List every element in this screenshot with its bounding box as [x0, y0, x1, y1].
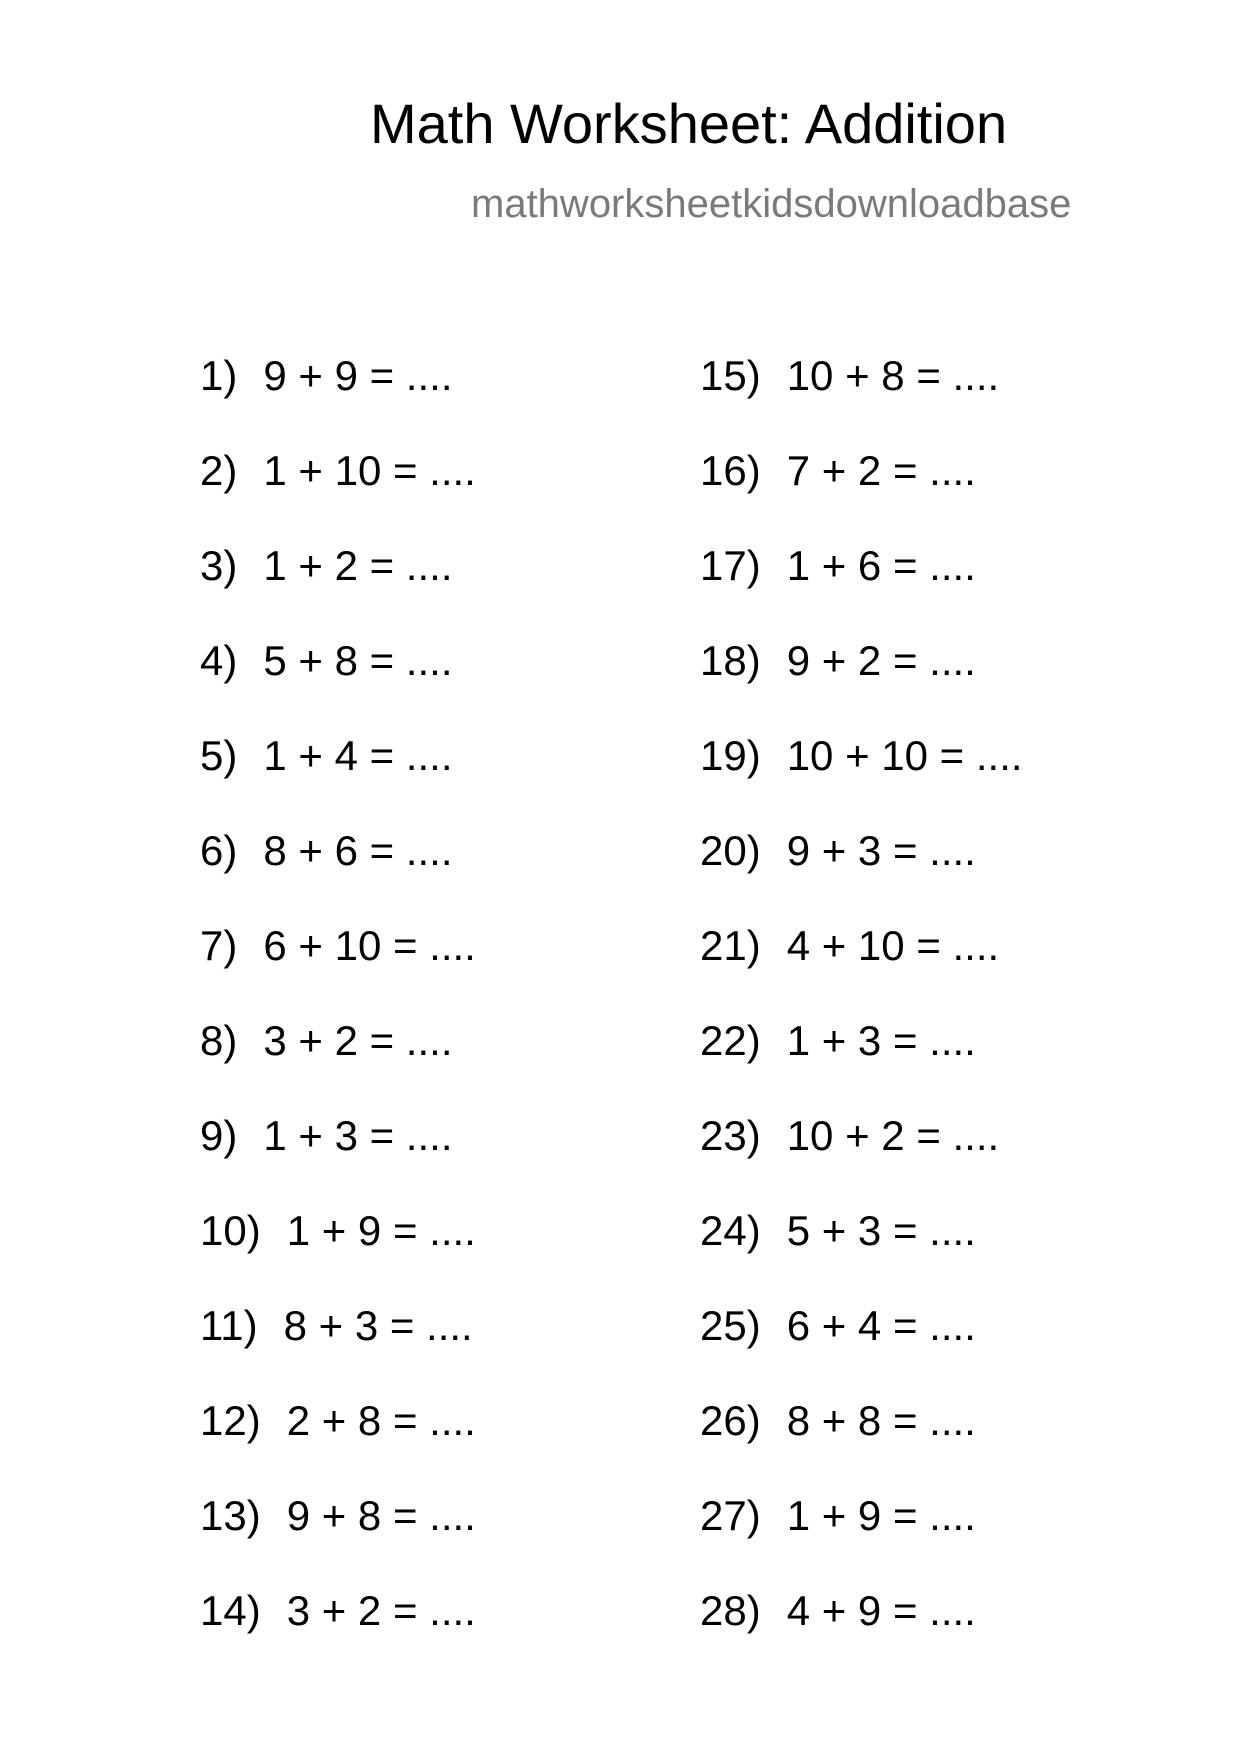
problem-number: 1): [200, 352, 238, 399]
problem-item: [200, 1112, 680, 1207]
problem-item: [700, 1587, 1180, 1682]
problem-expression: 1 + 10 = ....: [263, 447, 476, 494]
problem-number: 7): [200, 922, 238, 969]
problem-number: 25): [700, 1302, 761, 1349]
problem-number: 15): [700, 352, 761, 399]
problem-item: [200, 1492, 680, 1587]
problem-expression: 1 + 9 = ....: [786, 1492, 976, 1539]
problem-number: 17): [700, 542, 761, 589]
problem-expression: 8 + 3 = ....: [283, 1302, 473, 1349]
problem-expression: 1 + 6 = ....: [786, 542, 976, 589]
problem-expression: 1 + 4 = ....: [263, 732, 453, 779]
problem-number: 14): [200, 1587, 261, 1634]
problem-expression: 9 + 3 = ....: [786, 827, 976, 874]
site-watermark: mathworksheetkidsdownloadbase: [471, 182, 1072, 226]
problem-item: [200, 447, 680, 542]
problem-item: [700, 1017, 1180, 1112]
problem-item: [200, 732, 680, 827]
problem-number: 20): [700, 827, 761, 874]
problem-number: 21): [700, 922, 761, 969]
problem-expression: 4 + 9 = ....: [786, 1587, 976, 1634]
problem-number: 18): [700, 637, 761, 684]
problem-item: [700, 447, 1180, 542]
problem-expression: 5 + 3 = ....: [786, 1207, 976, 1254]
problem-expression: 9 + 8 = ....: [286, 1492, 476, 1539]
problem-expression: 7 + 2 = ....: [786, 447, 976, 494]
problem-expression: 5 + 8 = ....: [263, 637, 453, 684]
problem-item: [200, 922, 680, 1017]
problem-item: [200, 1207, 680, 1302]
problem-number: 13): [200, 1492, 261, 1539]
problem-item: [200, 542, 680, 637]
problem-number: 9): [200, 1112, 238, 1159]
problem-column-left: [200, 352, 680, 1682]
problem-number: 4): [200, 637, 238, 684]
page-title: Math Worksheet: Addition: [370, 92, 1008, 155]
problem-number: 28): [700, 1587, 761, 1634]
problem-number: 26): [700, 1397, 761, 1444]
problem-item: [700, 1397, 1180, 1492]
problem-expression: 8 + 6 = ....: [263, 827, 453, 874]
problem-expression: 1 + 3 = ....: [786, 1017, 976, 1064]
problem-number: 6): [200, 827, 238, 874]
problem-number: 12): [200, 1397, 261, 1444]
problem-item: [200, 1397, 680, 1492]
problem-item: [700, 827, 1180, 922]
problem-item: [200, 637, 680, 732]
problem-number: 19): [700, 732, 761, 779]
problem-expression: 9 + 2 = ....: [786, 637, 976, 684]
problem-item: [200, 1017, 680, 1112]
problem-expression: 9 + 9 = ....: [263, 352, 453, 399]
problem-item: [700, 352, 1180, 447]
problem-expression: 10 + 2 = ....: [786, 1112, 1000, 1159]
problem-number: 8): [200, 1017, 238, 1064]
problem-item: [700, 637, 1180, 732]
problem-number: 24): [700, 1207, 761, 1254]
problem-number: 27): [700, 1492, 761, 1539]
problem-expression: 2 + 8 = ....: [286, 1397, 476, 1444]
problem-item: [700, 1492, 1180, 1587]
problem-number: 5): [200, 732, 238, 779]
problem-number: 22): [700, 1017, 761, 1064]
problem-number: 10): [200, 1207, 261, 1254]
problem-item: [700, 732, 1180, 827]
problem-item: [700, 922, 1180, 1017]
problem-number: 16): [700, 447, 761, 494]
problem-item: [700, 542, 1180, 637]
problem-item: [700, 1207, 1180, 1302]
problem-expression: 8 + 8 = ....: [786, 1397, 976, 1444]
problem-expression: 3 + 2 = ....: [286, 1587, 476, 1634]
problem-expression: 3 + 2 = ....: [263, 1017, 453, 1064]
problem-item: [200, 1302, 680, 1397]
problem-number: 2): [200, 447, 238, 494]
problem-expression: 10 + 8 = ....: [786, 352, 1000, 399]
problem-item: [700, 1112, 1180, 1207]
problem-number: 3): [200, 542, 238, 589]
problem-number: 23): [700, 1112, 761, 1159]
problem-item: [200, 1587, 680, 1682]
problem-item: [200, 827, 680, 922]
problem-expression: 6 + 4 = ....: [786, 1302, 976, 1349]
problem-item: [200, 352, 680, 447]
problem-expression: 1 + 2 = ....: [263, 542, 453, 589]
problem-expression: 1 + 9 = ....: [286, 1207, 476, 1254]
problem-column-right: [700, 352, 1180, 1682]
problem-expression: 4 + 10 = ....: [786, 922, 1000, 969]
problem-number: 11): [200, 1302, 258, 1349]
problem-expression: 10 + 10 = ....: [786, 732, 1023, 779]
problem-expression: 1 + 3 = ....: [263, 1112, 453, 1159]
problem-expression: 6 + 10 = ....: [263, 922, 476, 969]
problem-item: [700, 1302, 1180, 1397]
